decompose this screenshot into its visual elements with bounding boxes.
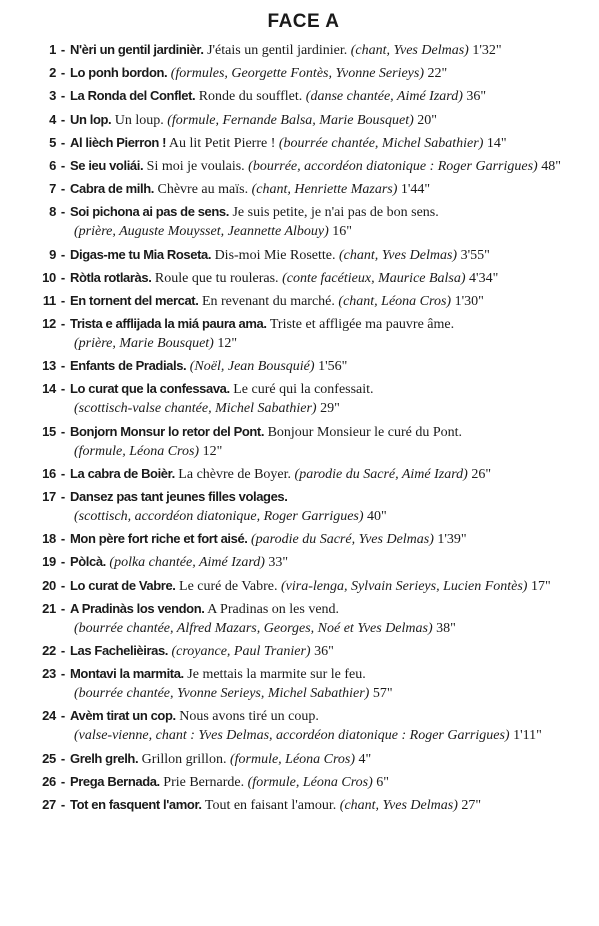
track-duration: 48" (541, 158, 561, 174)
track-separator: - (60, 423, 66, 439)
track-title-occitan: Prega Bernada. (70, 773, 160, 789)
track-item (22, 599, 585, 638)
track-info: (chant, Yves Delmas) (350, 43, 469, 58)
track-number: 21 (42, 600, 56, 616)
track-title-french: Prie Bernarde. (163, 774, 245, 790)
track-item (22, 202, 585, 241)
track-info: (bourrée chantée, Alfred Mazars, Georges, Noé et Yves Delmas) (74, 620, 433, 636)
track-duration: 27" (461, 797, 482, 813)
track-separator: - (60, 642, 66, 658)
track-info: (formules, Georgette Fontès, Yvonne Serieys) (170, 66, 424, 82)
track-title-french: Je mettais la marmite sur le feu. (187, 667, 366, 683)
track-title-occitan: Enfants de Pradials. (70, 358, 187, 374)
track-title-occitan: Al lièch Pierron ! (70, 134, 167, 150)
track-item (22, 291, 585, 311)
track-info: (formule, Léona Cros) (74, 443, 200, 459)
track-description (70, 795, 585, 815)
track-description (70, 379, 585, 418)
track-info: (parodie du Sacré, Yves Delmas) (251, 532, 434, 548)
track-number: 5 (49, 134, 56, 150)
track-item (22, 422, 585, 461)
track-separator: - (60, 773, 66, 789)
track-separator: - (60, 489, 66, 504)
track-duration: 20" (417, 112, 437, 128)
track-info: (bourrée, accordéon diatonique : Roger Garrigues) (248, 158, 538, 174)
track-item (22, 133, 585, 153)
track-title-occitan: Avèm tirat un cop. (70, 708, 176, 724)
track-title-occitan: N'èri un gentil jardinièr. (70, 42, 204, 57)
track-info: (prière, Auguste Mouysset, Jeannette Albouy) (74, 224, 329, 240)
track-title-occitan: La Ronda del Conflet. (70, 88, 196, 104)
track-info: (chant, Henriette Mazars) (251, 182, 398, 198)
track-duration: 1'30" (454, 293, 484, 309)
track-title-occitan: Ròtla rotlaràs. (70, 269, 152, 285)
track-item (22, 314, 585, 353)
track-separator: - (60, 316, 66, 332)
track-duration: 40" (367, 509, 387, 524)
track-description (70, 156, 585, 176)
track-item (22, 795, 585, 815)
track-description (70, 749, 585, 769)
track-title-occitan: Grelh grelh. (70, 750, 139, 766)
track-duration: 3'55" (460, 247, 490, 263)
track-info: (formule, Léona Cros) (247, 774, 373, 790)
track-title-occitan: Soi pichona ai pas de sens. (70, 204, 229, 220)
track-title-french: Si moi je voulais. (146, 158, 245, 174)
track-title-french: J'étais un gentil jardinier. (207, 43, 348, 58)
track-title-french: Un loup. (114, 112, 164, 128)
track-description (70, 706, 585, 745)
track-item (22, 706, 585, 745)
track-item (22, 379, 585, 418)
track-number: 10 (42, 269, 56, 285)
track-title-occitan: En tornent del mercat. (70, 292, 199, 308)
track-separator: - (60, 708, 66, 724)
track-item (22, 63, 585, 83)
track-separator: - (60, 181, 66, 197)
track-separator: - (60, 531, 66, 547)
track-title-french: Roule que tu rouleras. (154, 270, 279, 286)
track-title-occitan: Pòlcà. (70, 554, 106, 570)
track-title-french: Le curé qui la confessait. (233, 382, 374, 398)
track-number: 11 (42, 292, 56, 308)
track-description (70, 599, 585, 638)
track-item (22, 268, 585, 288)
track-description (70, 641, 585, 661)
track-duration: 36" (314, 643, 334, 659)
track-item (22, 110, 585, 130)
track-separator: - (60, 157, 66, 173)
track-item (22, 179, 585, 199)
track-number: 20 (42, 577, 56, 593)
track-description (70, 110, 585, 130)
track-title-french: Le curé de Vabre. (179, 578, 278, 594)
track-number: 17 (42, 489, 56, 504)
track-title-occitan: Mon père fort riche et fort aisé. (70, 531, 248, 547)
track-number: 1 (49, 42, 56, 57)
track-title-french: En revenant du marché. (201, 293, 335, 309)
track-item (22, 487, 585, 526)
track-info: (scottisch, accordéon diatonique, Roger Garrigues) (74, 509, 364, 524)
track-info: (prière, Marie Bousquet) (74, 336, 214, 352)
track-description (70, 179, 585, 199)
track-description (70, 422, 585, 461)
track-title-french: Bonjour Monsieur le curé du Pont. (267, 424, 462, 440)
track-item (22, 40, 585, 60)
track-info: (valse-vienne, chant : Yves Delmas, accordéon diatonique : Roger Garrigues) (74, 728, 510, 744)
track-number: 9 (49, 246, 56, 262)
track-title-occitan: Bonjorn Monsur lo retor del Pont. (70, 423, 265, 439)
track-title-french: Je suis petite, je n'ai pas de bon sens. (232, 205, 439, 221)
face-title: FACE A (267, 11, 340, 32)
track-separator: - (60, 358, 66, 374)
track-number: 3 (49, 88, 56, 104)
track-number: 4 (49, 111, 56, 127)
track-title-french: A Pradinas on les vend. (207, 601, 340, 617)
track-title-occitan: Lo curat que la confessava. (70, 381, 230, 397)
track-separator: - (60, 600, 66, 616)
track-item (22, 772, 585, 792)
track-separator: - (60, 88, 66, 104)
track-separator: - (60, 246, 66, 262)
track-title-occitan: Un lop. (70, 111, 112, 127)
track-separator: - (60, 465, 66, 481)
track-separator: - (60, 292, 66, 308)
track-number: 14 (42, 381, 56, 397)
track-duration: 4" (358, 751, 372, 767)
track-title-occitan: Trista e afflijada la miá paura ama. (70, 316, 267, 332)
track-description (70, 664, 585, 703)
track-title-occitan: Lo curat de Vabre. (70, 577, 176, 593)
track-title-occitan: La cabra de Boièr. (70, 465, 175, 481)
track-description (70, 268, 585, 288)
track-number: 2 (49, 65, 56, 81)
track-separator: - (60, 111, 66, 127)
track-info: (conte facétieux, Maurice Balsa) (282, 270, 466, 286)
track-duration: 26" (471, 466, 492, 482)
track-duration: 22" (427, 66, 448, 82)
track-info: (danse chantée, Aimé Izard) (305, 89, 463, 105)
track-info: (chant, Léona Cros) (338, 293, 452, 309)
track-info: (bourrée chantée, Michel Sabathier) (278, 135, 484, 151)
track-number: 23 (42, 666, 56, 682)
track-info: (chant, Yves Delmas) (339, 247, 458, 263)
track-description (70, 86, 585, 106)
track-title-french: Tout en faisant l'amour. (204, 797, 337, 813)
track-description (70, 464, 585, 484)
track-description (70, 356, 585, 376)
track-duration: 33" (268, 555, 289, 571)
track-number: 13 (42, 358, 56, 374)
track-duration: 12" (217, 336, 238, 352)
track-item (22, 641, 585, 661)
track-title-occitan: Las Fachelièiras. (70, 642, 168, 658)
track-info: (formule, Léona Cros) (229, 751, 356, 767)
track-title-french: La chèvre de Boyer. (178, 466, 292, 482)
track-number: 18 (42, 531, 56, 547)
track-item (22, 576, 585, 596)
track-duration: 1'39" (437, 532, 467, 548)
track-description (70, 576, 585, 596)
track-info: (scottisch-valse chantée, Michel Sabathier) (74, 401, 317, 417)
track-duration: 1'44" (400, 182, 431, 198)
track-duration: 1'11" (513, 728, 542, 744)
track-description (70, 63, 585, 83)
track-duration: 38" (436, 620, 456, 636)
track-info: (bourrée chantée, Yvonne Serieys, Michel Sabathier) (74, 686, 370, 702)
track-description (70, 529, 585, 549)
track-title-french: Au lit Petit Pierre ! (168, 135, 276, 151)
track-description (70, 245, 585, 265)
track-number: 8 (49, 204, 56, 220)
track-title-french: Dis-moi Mie Rosette. (214, 247, 336, 263)
track-duration: 1'32" (472, 43, 502, 58)
track-number: 24 (42, 708, 56, 724)
track-number: 12 (42, 316, 56, 332)
track-number: 19 (42, 554, 56, 570)
track-title-occitan: A Pradinàs los vendon. (70, 600, 205, 616)
track-item (22, 552, 585, 572)
track-separator: - (60, 65, 66, 81)
track-number: 6 (49, 157, 56, 173)
track-description (70, 772, 585, 792)
track-item (22, 529, 585, 549)
track-title-french: Triste et affligée ma pauvre âme. (269, 317, 455, 333)
track-number: 16 (42, 465, 56, 481)
track-duration: 6" (376, 774, 389, 790)
track-number: 22 (42, 642, 56, 658)
track-item (22, 245, 585, 265)
track-separator: - (60, 796, 66, 812)
track-title-french: Chèvre au maïs. (157, 182, 249, 198)
track-info: (Noël, Jean Bousquié) (189, 359, 315, 375)
track-item (22, 156, 585, 176)
track-separator: - (60, 554, 66, 570)
track-separator: - (60, 381, 66, 397)
track-title-occitan: Digas-me tu Mia Roseta. (70, 246, 212, 262)
track-number: 7 (49, 181, 56, 197)
track-item (22, 464, 585, 484)
track-list (22, 40, 585, 815)
track-title-occitan: Montavi la marmita. (70, 666, 184, 682)
track-separator: - (60, 750, 66, 766)
track-title-occitan: Lo ponh bordon. (70, 65, 168, 81)
track-info: (croyance, Paul Tranier) (171, 643, 311, 659)
track-duration: 14" (486, 135, 507, 151)
track-duration: 57" (372, 686, 393, 702)
track-separator: - (60, 577, 66, 593)
track-description (70, 552, 585, 572)
track-separator: - (60, 134, 66, 150)
track-number: 25 (42, 750, 56, 766)
track-item (22, 356, 585, 376)
track-title-french: Nous avons tiré un coup. (179, 709, 319, 725)
track-title-occitan: Tot en fasquent l'amor. (70, 796, 202, 812)
track-separator: - (60, 204, 66, 220)
track-item (22, 749, 585, 769)
track-description (70, 40, 585, 60)
track-number: 15 (42, 423, 56, 439)
track-info: (vira-lenga, Sylvain Serieys, Lucien Fontès) (280, 578, 528, 594)
track-duration: 12" (202, 443, 223, 459)
track-separator: - (60, 666, 66, 682)
track-description (70, 202, 585, 241)
track-info: (parodie du Sacré, Aimé Izard) (294, 466, 468, 482)
track-title-occitan: Cabra de milh. (70, 181, 154, 197)
track-duration: 17" (530, 578, 551, 594)
track-number: 26 (42, 773, 56, 789)
track-item (22, 664, 585, 703)
track-description (70, 291, 585, 311)
track-duration: 36" (466, 89, 487, 105)
track-number: 27 (42, 796, 56, 812)
track-duration: 1'56" (318, 359, 348, 375)
track-duration: 16" (332, 224, 353, 240)
track-title-occitan: Se ieu voliái. (70, 157, 144, 173)
track-item (22, 86, 585, 106)
track-title-french: Grillon grillon. (141, 751, 227, 767)
track-description (70, 487, 585, 526)
track-info: (formule, Fernande Balsa, Marie Bousquet) (167, 112, 414, 128)
track-duration: 29" (320, 401, 340, 417)
track-info: (chant, Yves Delmas) (339, 797, 458, 813)
track-title-french: Ronde du soufflet. (198, 89, 303, 105)
track-description (70, 133, 585, 153)
track-description (70, 314, 585, 353)
track-duration: 4'34" (469, 270, 499, 286)
track-info: (polka chantée, Aimé Izard) (109, 555, 265, 571)
track-separator: - (60, 42, 66, 57)
track-title-occitan: Dansez pas tant jeunes filles volages. (70, 489, 288, 504)
track-separator: - (60, 269, 66, 285)
